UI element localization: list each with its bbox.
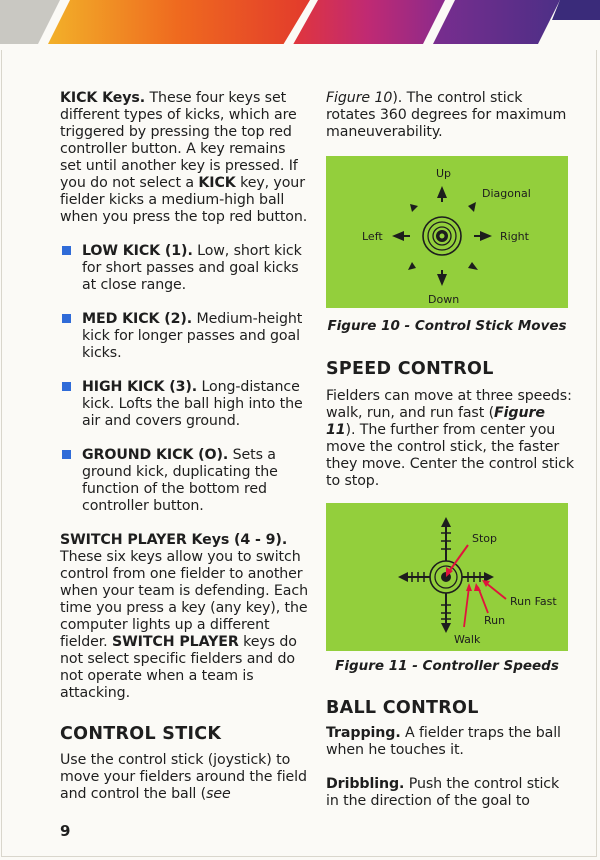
figure-reference: Figure 11	[326, 405, 545, 438]
body-text: These four keys set different types of kicks, which are triggered by pressing the top red controller button. A key remains set until another key is pressed. If you do not select a	[60, 90, 298, 191]
section-heading-speed-control: SPEED CONTROL	[326, 359, 494, 379]
body-text: A fielder traps the ball when he touches it.	[326, 725, 561, 758]
term: SWITCH PLAYER Keys (4 - 9).	[60, 532, 288, 548]
label-diagonal: Diagonal	[482, 187, 531, 200]
page-number: 9	[60, 822, 71, 840]
figure-10-caption: Figure 10 - Control Stick Moves	[327, 318, 567, 334]
control-stick-paragraph	[60, 752, 308, 803]
switch-player-paragraph	[60, 532, 308, 702]
body-text: key, your fielder kicks a medium-high ball when you press the top red button.	[60, 175, 308, 225]
body-text: ). The further from center you move the control stick, the faster they move. Center the control stick to stop.	[326, 422, 574, 489]
list-item	[60, 311, 308, 362]
list-item	[60, 379, 308, 430]
label-left: Left	[362, 230, 383, 243]
bullet-square	[62, 382, 71, 391]
figure-10-control-stick-moves	[326, 156, 568, 308]
body-text: Fielders can move at three speeds: walk, run, and run fast (	[326, 388, 572, 421]
term: LOW KICK (1).	[82, 243, 193, 259]
term: Dribbling.	[326, 776, 405, 792]
body-text: ). The control stick rotates 360 degrees for maximum maneuverability.	[326, 90, 567, 140]
term: Trapping.	[326, 725, 401, 741]
body-text: Push the control stick in the direction of the goal to	[326, 776, 560, 809]
list-item	[60, 243, 308, 294]
body-text: Low, short kick for short passes and goal kicks at close range.	[82, 243, 302, 293]
list-item	[60, 447, 308, 515]
left-column	[60, 90, 308, 803]
ball-control-section	[326, 698, 576, 810]
body-text: Medium-height kick for longer passes and goal kicks.	[82, 311, 303, 361]
figure-reference: Figure 10	[326, 90, 393, 106]
term: MED KICK (2).	[82, 311, 193, 327]
speed-control-paragraph	[326, 388, 576, 490]
speed-control-section	[326, 359, 576, 490]
trapping-paragraph	[326, 725, 576, 759]
term: KICK	[198, 175, 236, 191]
label-right: Right	[500, 230, 529, 243]
body-text: Use the control stick (joystick) to move your fielders around the field and control the ball (	[60, 752, 307, 802]
dribbling-paragraph	[326, 776, 576, 810]
body-text: keys do not select specific fielders and do not operate when a team is attacking.	[60, 634, 297, 701]
see-reference: see	[206, 786, 231, 802]
bullet-square	[62, 246, 71, 255]
term: GROUND KICK (O).	[82, 447, 229, 463]
header-banner	[0, 0, 600, 50]
label-up: Up	[436, 167, 452, 180]
right-column	[326, 90, 576, 141]
kick-keys-paragraph	[60, 90, 308, 226]
figure-11-caption: Figure 11 - Controller Speeds	[335, 658, 559, 674]
term: HIGH KICK (3).	[82, 379, 198, 395]
section-heading-control-stick: CONTROL STICK	[60, 724, 222, 744]
label-stop: Stop	[472, 532, 498, 545]
bullet-square	[62, 450, 71, 459]
label-down: Down	[428, 293, 460, 306]
figure-11-controller-speeds	[326, 503, 568, 651]
label-run-fast: Run Fast	[510, 595, 557, 608]
continued-paragraph	[326, 90, 576, 141]
body-text: These six keys allow you to switch control from one fielder to another when your team is defending. Each time you press a key (any key), the computer lights up a different fielder.	[60, 549, 308, 650]
section-heading-ball-control: BALL CONTROL	[326, 698, 479, 718]
term: SWITCH PLAYER	[112, 634, 239, 650]
body-text: Long-distance kick. Lofts the ball high into the air and covers ground.	[82, 379, 303, 429]
label-run: Run	[484, 614, 506, 627]
body-text: Sets a ground kick, duplicating the function of the bottom red controller button.	[82, 447, 278, 514]
bullet-square	[62, 314, 71, 323]
term: KICK Keys.	[60, 90, 146, 106]
label-walk: Walk	[454, 633, 481, 646]
